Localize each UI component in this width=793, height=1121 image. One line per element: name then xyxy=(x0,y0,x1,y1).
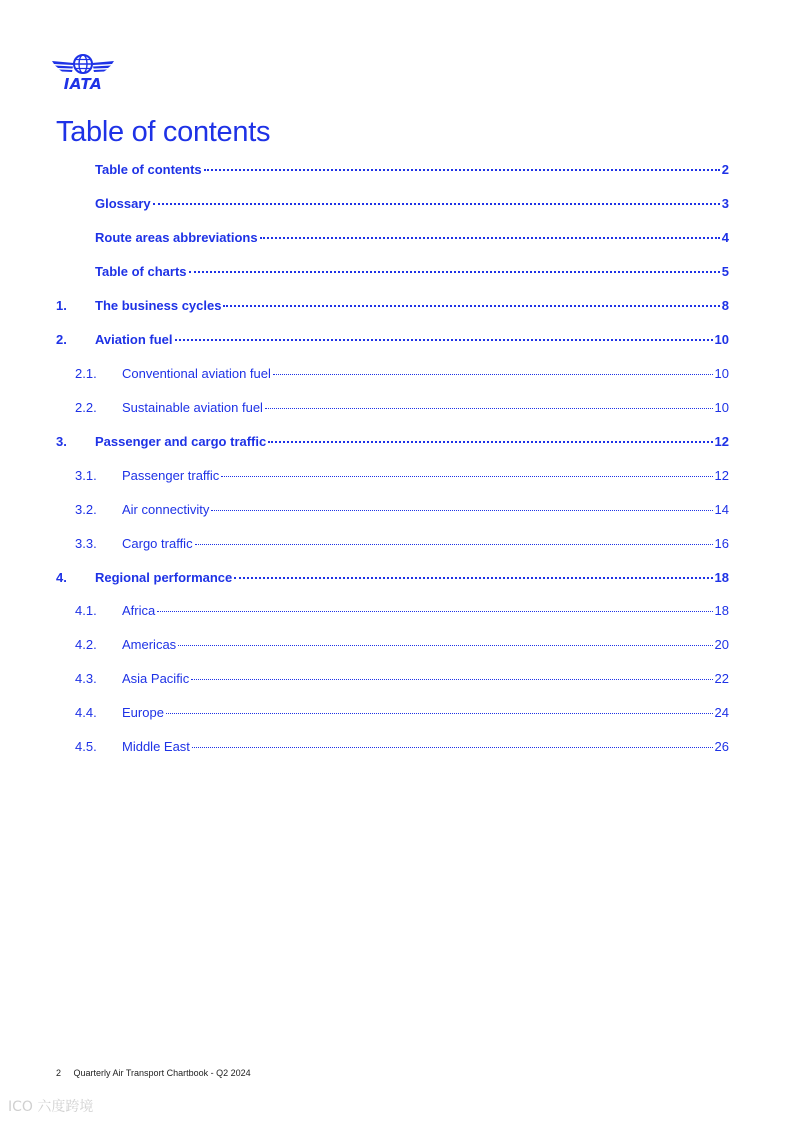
toc-entry[interactable] xyxy=(56,228,729,248)
toc-entry-page: 5 xyxy=(721,264,729,279)
toc-entry[interactable] xyxy=(56,194,729,214)
toc-dot-leader xyxy=(178,641,712,646)
toc-dot-leader xyxy=(268,437,712,443)
toc-entry-title: Europe xyxy=(122,705,164,720)
toc-dot-leader xyxy=(166,709,713,714)
toc-entry-title: Middle East xyxy=(122,739,190,754)
toc-dot-leader xyxy=(211,506,712,511)
toc-entry[interactable] xyxy=(56,568,729,588)
toc-entry-page: 10 xyxy=(714,332,729,347)
toc-entry-title: Table of charts xyxy=(95,264,187,279)
toc-entry-page: 14 xyxy=(714,502,729,517)
toc-entry[interactable] xyxy=(56,262,729,282)
toc-entry-number: 3.3. xyxy=(75,536,97,551)
toc-entry[interactable] xyxy=(56,500,729,520)
toc-entry-page: 20 xyxy=(714,637,729,652)
toc-dot-leader xyxy=(191,675,712,680)
toc-entry[interactable] xyxy=(56,737,729,757)
toc-entry-title: Cargo traffic xyxy=(122,536,193,551)
toc-entry-number: 3.2. xyxy=(75,502,97,517)
toc-entry-number: 4.4. xyxy=(75,705,97,720)
toc-entry-title: Regional performance xyxy=(95,570,233,585)
toc-dot-leader xyxy=(153,199,720,205)
toc-entry-title: Sustainable aviation fuel xyxy=(122,400,263,415)
toc-dot-leader xyxy=(192,743,713,748)
toc-entry-page: 10 xyxy=(714,400,729,415)
toc-entry[interactable] xyxy=(56,432,729,452)
toc-entry-title: Africa xyxy=(122,603,156,618)
toc-entry-title: Conventional aviation fuel xyxy=(122,366,271,381)
footer-title: Quarterly Air Transport Chartbook - Q2 2024 xyxy=(73,1068,251,1078)
toc-entry-page: 8 xyxy=(721,298,729,313)
toc-dot-leader xyxy=(221,472,712,477)
toc-entry-page: 3 xyxy=(721,196,729,211)
toc-entry-title: Americas xyxy=(122,637,177,652)
toc-dot-leader xyxy=(273,370,713,375)
toc-entry-number: 3.1. xyxy=(75,468,97,483)
toc-entry-number: 3. xyxy=(56,434,67,449)
toc-entry-number: 1. xyxy=(56,298,67,313)
page-footer xyxy=(56,1068,251,1078)
toc-dot-leader xyxy=(195,540,713,545)
toc-entry-page: 12 xyxy=(714,468,729,483)
toc-entry-title: The business cycles xyxy=(95,298,222,313)
toc-entry[interactable] xyxy=(56,466,729,486)
toc-entry-page: 2 xyxy=(721,162,729,177)
globe-wings-icon xyxy=(52,53,114,77)
toc-dot-leader xyxy=(175,335,713,341)
toc-dot-leader xyxy=(189,267,720,273)
toc-entry-number: 4. xyxy=(56,570,67,585)
toc-entry-page: 24 xyxy=(714,705,729,720)
toc-entry[interactable] xyxy=(56,635,729,655)
toc-entry-number: 2.1. xyxy=(75,366,97,381)
toc-entry-page: 10 xyxy=(714,366,729,381)
watermark: ICO 六度跨境 xyxy=(8,1099,94,1115)
toc-entry-title: Air connectivity xyxy=(122,502,210,517)
toc-entry-page: 4 xyxy=(721,230,729,245)
toc-entry[interactable] xyxy=(56,364,729,384)
toc-entry-page: 18 xyxy=(714,603,729,618)
toc-entry[interactable] xyxy=(56,669,729,689)
toc-entry[interactable] xyxy=(56,160,729,180)
toc-entry-number: 2. xyxy=(56,332,67,347)
toc-entry-number: 4.5. xyxy=(75,739,97,754)
toc-entry-title: Glossary xyxy=(95,196,151,211)
iata-logo xyxy=(52,53,114,93)
toc-entry[interactable] xyxy=(56,601,729,621)
toc-dot-leader xyxy=(234,573,712,579)
toc-entry[interactable] xyxy=(56,703,729,723)
toc-entry[interactable] xyxy=(56,330,729,350)
toc-entry-title: Passenger and cargo traffic xyxy=(95,434,267,449)
toc-entry-title: Aviation fuel xyxy=(95,332,173,347)
toc-dot-leader xyxy=(204,165,720,171)
toc-dot-leader xyxy=(265,404,713,409)
toc-entry-title: Table of contents xyxy=(95,162,202,177)
toc-entry-number: 4.3. xyxy=(75,671,97,686)
toc-dot-leader xyxy=(260,233,720,239)
toc-entry[interactable] xyxy=(56,534,729,554)
toc-entry[interactable] xyxy=(56,296,729,316)
footer-page-number: 2 xyxy=(56,1068,62,1078)
toc-entry-number: 4.1. xyxy=(75,603,97,618)
toc-entry-number: 2.2. xyxy=(75,400,97,415)
toc-entry-page: 18 xyxy=(714,570,729,585)
toc-entry-title: Passenger traffic xyxy=(122,468,220,483)
toc-entry-title: Route areas abbreviations xyxy=(95,230,258,245)
logo-text: IATA xyxy=(63,75,103,93)
toc-entry[interactable] xyxy=(56,398,729,418)
toc-entry-page: 16 xyxy=(714,536,729,551)
toc-entry-page: 12 xyxy=(714,434,729,449)
toc-dot-leader xyxy=(157,607,712,612)
page-title: Table of contents xyxy=(56,116,271,148)
toc-entry-title: Asia Pacific xyxy=(122,671,190,686)
toc-entry-page: 22 xyxy=(714,671,729,686)
toc-entry-page: 26 xyxy=(714,739,729,754)
toc-dot-leader xyxy=(223,301,719,307)
toc-entry-number: 4.2. xyxy=(75,637,97,652)
